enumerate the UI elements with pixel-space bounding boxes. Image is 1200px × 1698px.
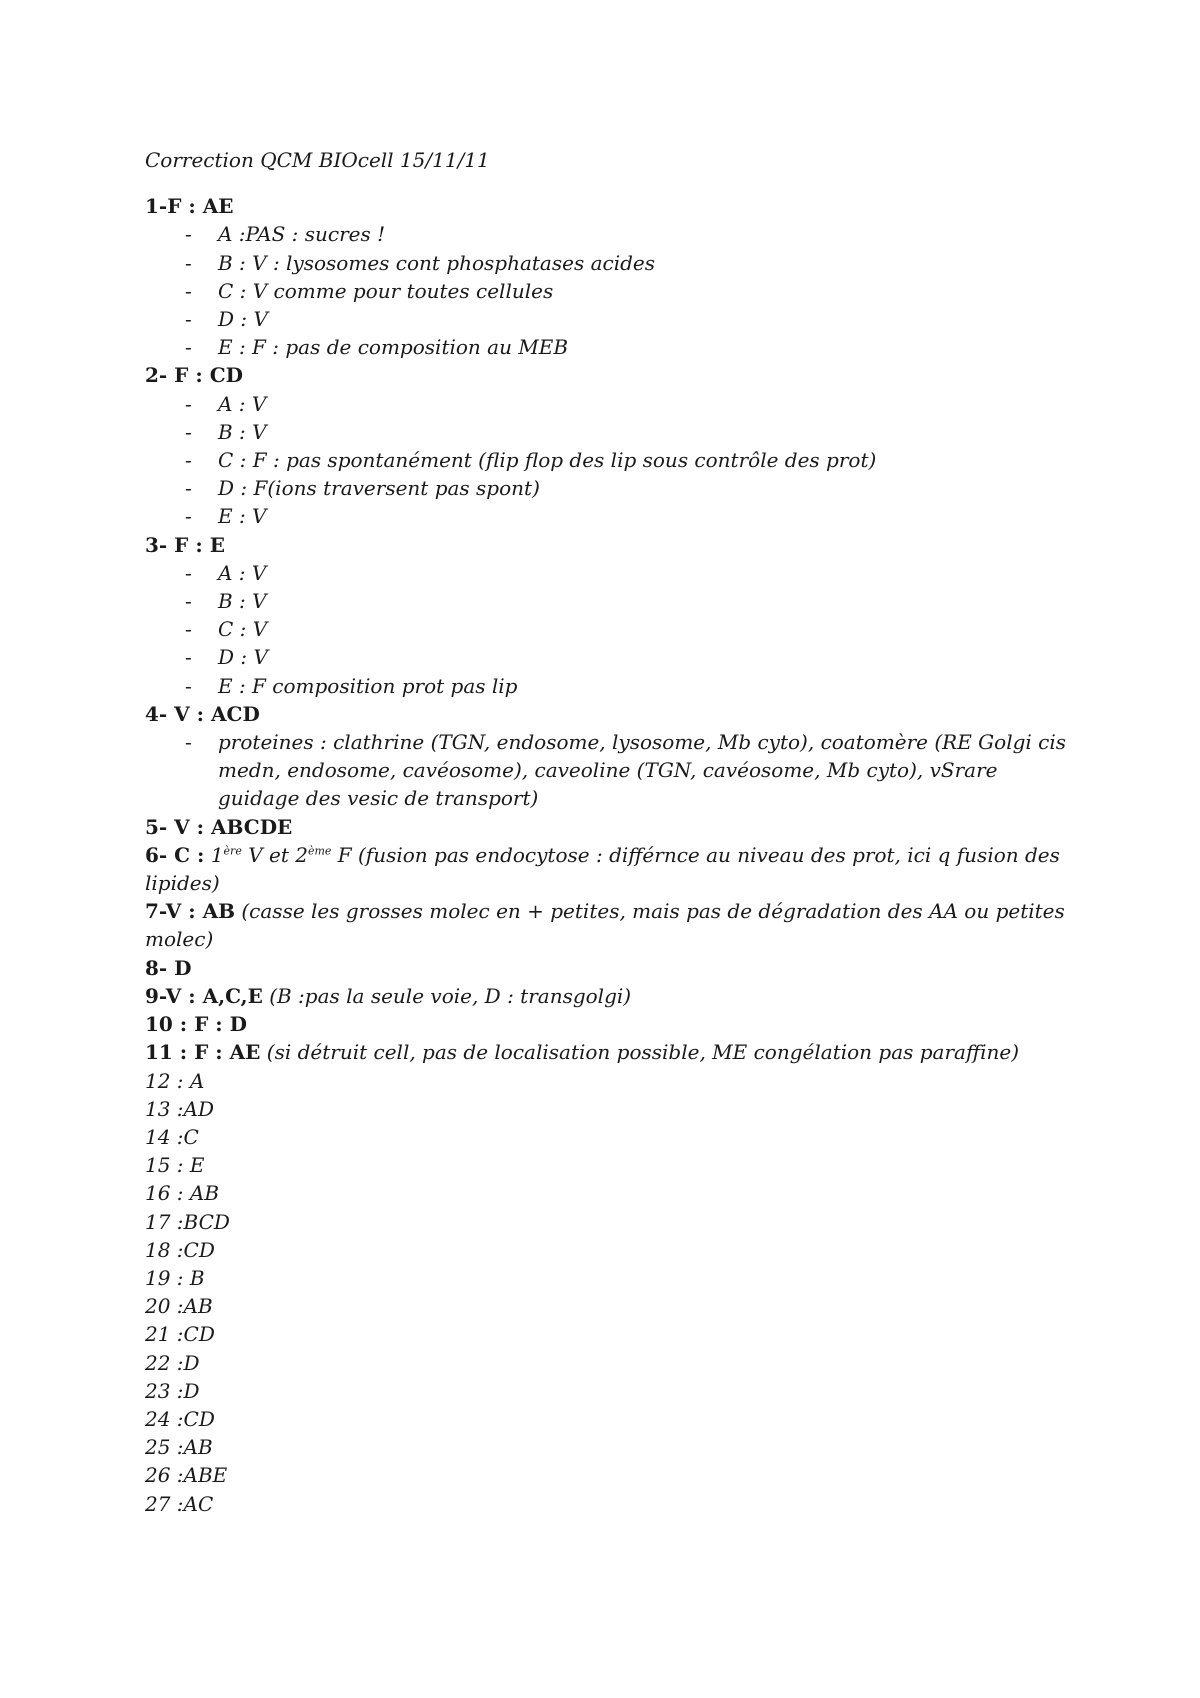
answer-text: 19 : B — [145, 1265, 205, 1290]
answer-line — [145, 1405, 1085, 1433]
q3-item-text: C : V — [218, 617, 268, 642]
answer-text: 23 :D — [145, 1378, 200, 1403]
q2-item — [185, 474, 1085, 502]
answer-line — [145, 1067, 1085, 1095]
q6-first: 1 — [210, 842, 224, 867]
answer-text: 16 : AB — [145, 1181, 220, 1206]
q6-note: F (fusion pas endocytose : différnce au niveau des prot, ici q fusion des lipides) — [145, 842, 1060, 896]
q3-answer: 3- F : E — [145, 532, 225, 557]
bullet-dash: - — [185, 222, 192, 247]
q2-item — [185, 446, 1085, 474]
answer-line — [145, 1208, 1085, 1236]
question-7 — [145, 897, 1085, 953]
q5-answer: 5- V : ABCDE — [145, 814, 293, 839]
q6-sup-first: ère — [223, 844, 242, 858]
answer-text: 22 :D — [145, 1350, 200, 1375]
answer-line — [145, 1461, 1085, 1489]
q3-item-text: E : F composition prot pas lip — [218, 673, 518, 698]
answer-line — [145, 1236, 1085, 1264]
bullet-dash: - — [185, 560, 192, 585]
q1-item-text: B : V : lysosomes cont phosphatases acides — [218, 250, 655, 275]
q1-item — [185, 249, 1085, 277]
q1-item — [185, 277, 1085, 305]
q9-note: (B :pas la seule voie, D : transgolgi) — [269, 983, 632, 1008]
answer-line — [145, 1377, 1085, 1405]
q4-item-text: proteines : clathrine (TGN, endosome, lysosome, Mb cyto), coatomère (RE Golgi cis medn, endosome, cavéosome), caveoline (TGN, cavéosome, Mb cyto), vSrare guidage des vesic de transport) — [218, 730, 1067, 811]
answer-text: 27 :AC — [145, 1491, 214, 1516]
question-2 — [145, 361, 1085, 389]
question-5 — [145, 813, 1085, 841]
answer-text: 21 :CD — [145, 1322, 215, 1347]
q4-answer: 4- V : ACD — [145, 701, 260, 726]
answer-text: 26 :ABE — [145, 1463, 228, 1488]
bullet-dash: - — [185, 307, 192, 332]
answer-line — [145, 1320, 1085, 1348]
answer-line — [145, 1095, 1085, 1123]
q6-sup-second: ème — [307, 844, 332, 858]
q6-answer: 6- C : — [145, 842, 205, 867]
q7-answer: 7-V : AB — [145, 899, 236, 924]
bullet-dash: - — [185, 419, 192, 444]
q1-item-text: D : V — [218, 307, 268, 332]
q1-item-text: C : V comme pour toutes cellules — [218, 278, 554, 303]
q3-item — [185, 643, 1085, 671]
q3-item — [185, 615, 1085, 643]
q1-item-text: A :PAS : sucres ! — [218, 222, 386, 247]
q3-item-text: A : V — [218, 560, 267, 585]
q4-item — [185, 728, 1085, 813]
q2-item — [185, 390, 1085, 418]
q6-mid: V et 2 — [248, 842, 308, 867]
answer-text: 25 :AB — [145, 1435, 213, 1460]
answer-text: 17 :BCD — [145, 1209, 230, 1234]
bullet-dash: - — [185, 504, 192, 529]
q9-answer: 9-V : A,C,E — [145, 983, 263, 1008]
answer-line — [145, 1349, 1085, 1377]
answer-text: 14 :C — [145, 1124, 199, 1149]
q1-answer: 1-F : AE — [145, 194, 234, 219]
q2-item — [185, 502, 1085, 530]
answer-line — [145, 1151, 1085, 1179]
answer-text: 12 : A — [145, 1068, 205, 1093]
question-8 — [145, 954, 1085, 982]
answer-line — [145, 1179, 1085, 1207]
question-6 — [145, 841, 1085, 897]
question-1 — [145, 192, 1085, 220]
q2-item — [185, 418, 1085, 446]
q2-item-text: B : V — [218, 419, 267, 444]
question-10 — [145, 1010, 1085, 1038]
q1-item-text: E : F : pas de composition au MEB — [218, 335, 569, 360]
bullet-dash: - — [185, 391, 192, 416]
bullet-dash: - — [185, 730, 192, 755]
q7-note: (casse les grosses molec en + petites, mais pas de dégradation des AA ou petites molec) — [145, 899, 1065, 952]
q1-item — [185, 220, 1085, 248]
q11-note: (si détruit cell, pas de localisation possible, ME congélation pas paraffine) — [266, 1040, 1020, 1065]
q3-item-text: B : V — [218, 589, 267, 614]
bullet-dash: - — [185, 617, 192, 642]
answer-line — [145, 1433, 1085, 1461]
q1-item — [185, 305, 1085, 333]
q2-answer: 2- F : CD — [145, 363, 243, 388]
q2-item-text: C : F : pas spontanément (flip flop des lip sous contrôle des prot) — [218, 448, 877, 473]
q3-item — [185, 672, 1085, 700]
q3-item — [185, 587, 1085, 615]
question-3 — [145, 531, 1085, 559]
q10-answer: 10 : F : D — [145, 1012, 247, 1037]
q1-item — [185, 333, 1085, 361]
q2-item-text: D : F(ions traversent pas spont) — [218, 476, 540, 501]
answer-line — [145, 1292, 1085, 1320]
bullet-dash: - — [185, 589, 192, 614]
bullet-dash: - — [185, 335, 192, 360]
bullet-dash: - — [185, 673, 192, 698]
answer-text: 15 : E — [145, 1153, 205, 1178]
bullet-dash: - — [185, 448, 192, 473]
bullet-dash: - — [185, 278, 192, 303]
question-4 — [145, 700, 1085, 728]
q8-answer: 8- D — [145, 955, 192, 980]
question-11 — [145, 1038, 1085, 1066]
answer-text: 13 :AD — [145, 1096, 215, 1121]
answer-text: 18 :CD — [145, 1237, 215, 1262]
q3-item-text: D : V — [218, 645, 268, 670]
answer-text: 20 :AB — [145, 1294, 213, 1319]
answer-line — [145, 1490, 1085, 1518]
answer-text: 24 :CD — [145, 1406, 215, 1431]
bullet-dash: - — [185, 645, 192, 670]
document-body — [145, 146, 1085, 1518]
document-title: Correction QCM BIOcell 15/11/11 — [145, 148, 490, 172]
bullet-dash: - — [185, 476, 192, 501]
q3-item — [185, 559, 1085, 587]
q2-item-text: E : V — [218, 504, 267, 529]
question-9 — [145, 982, 1085, 1010]
q2-item-text: A : V — [218, 391, 267, 416]
q11-answer: 11 : F : AE — [145, 1040, 261, 1065]
answer-line — [145, 1264, 1085, 1292]
answer-line — [145, 1123, 1085, 1151]
bullet-dash: - — [185, 250, 192, 275]
